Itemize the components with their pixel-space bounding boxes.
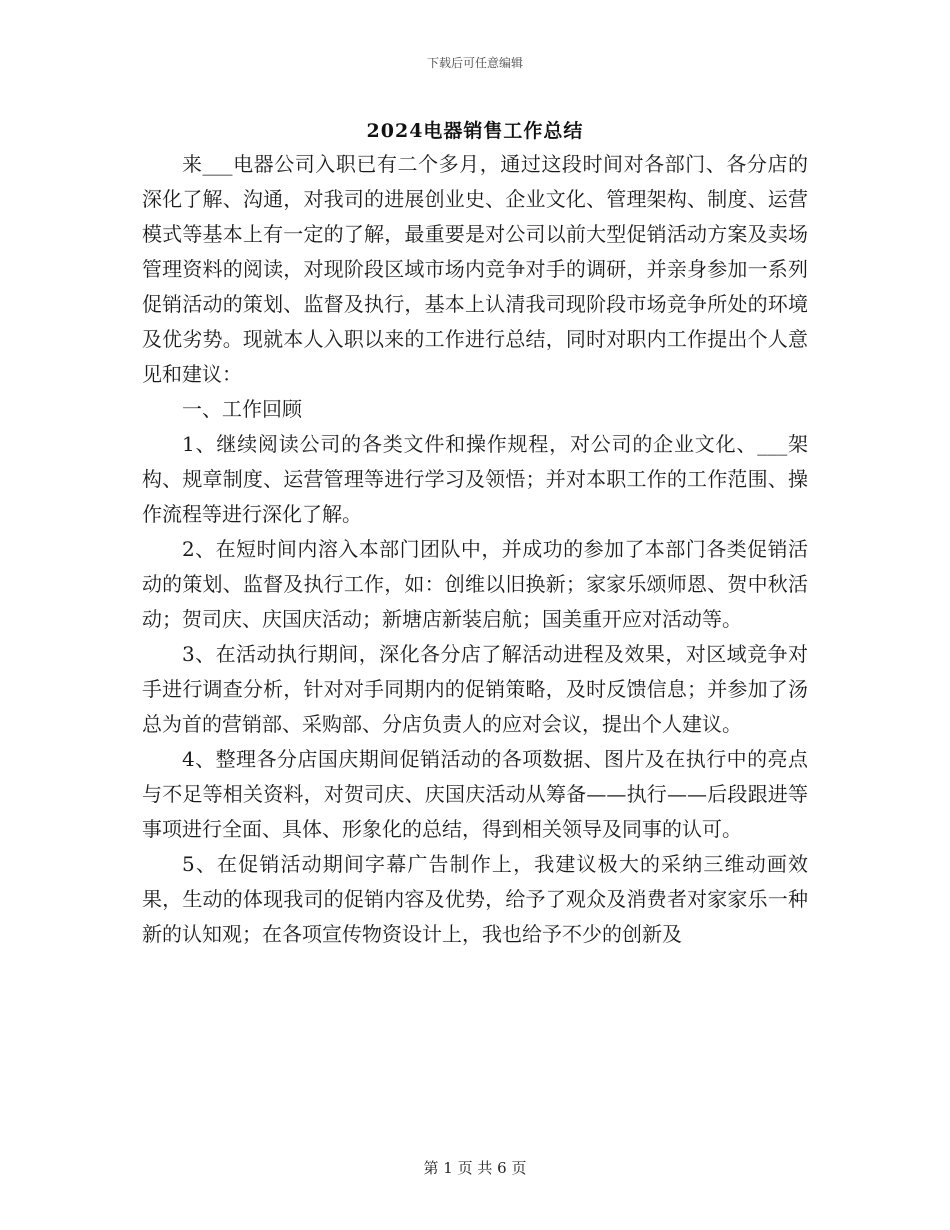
paragraph-item-5: 5、在促销活动期间字幕广告制作上，我建议极大的采纳三维动画效果，生动的体现我司的促销内容及优势，给予了观众及消费者对家家乐一种新的认知观；在各项宣传物资设计上，我也给予不少的创新及: [142, 852, 808, 946]
page-header-note: 下载后可任意编辑: [426, 56, 523, 70]
paragraph-item-4: 4、整理各分店国庆期间促销活动的各项数据、图片及在执行中的亮点与不足等相关资料，对贺司庆、庆国庆活动从筹备——执行——后段跟进等事项进行全面、具体、形象化的总结，得到相关领导及同事的认可。: [142, 747, 808, 841]
document-body: [142, 147, 808, 952]
page-number-footer: 第 1 页 共 6 页: [423, 1159, 527, 1177]
paragraph-item-2: 2、在短时间内溶入本部门团队中，并成功的参加了本部门各类促销活动的策划、监督及执行工作，如：创维以旧换新；家家乐颂师恩、贺中秋活动；贺司庆、庆国庆活动；新塘店新装启航；国美重开应对活动等。: [142, 537, 808, 631]
paragraph-item-3: 3、在活动执行期间，深化各分店了解活动进程及效果，对区域竞争对手进行调查分析，针对对手同期内的促销策略，及时反馈信息；并参加了汤总为首的营销部、采购部、分店负责人的应对会议，提出个人建议。: [142, 642, 808, 736]
document-title: 2024电器销售工作总结: [366, 120, 584, 142]
section-heading-work-review: 一、工作回顾: [182, 397, 302, 421]
paragraph-item-1: 1、继续阅读公司的各类文件和操作规程，对公司的企业文化、___架构、规章制度、运营管理等进行学习及领悟；并对本职工作的工作范围、操作流程等进行深化了解。: [142, 432, 808, 526]
paragraph-intro: 来___电器公司入职已有二个多月，通过这段时间对各部门、各分店的深化了解、沟通，对我司的进展创业史、企业文化、管理架构、制度、运营模式等基本上有一定的了解，最重要是对公司以前大型促销活动方案及卖场管理资料的阅读，对现阶段区域市场内竞争对手的调研，并亲身参加一系列促销活动的策划、监督及执行，基本上认清我司现阶段市场竞争所处的环境及优劣势。现就本人入职以来的工作进行总结，同时对职内工作提出个人意见和建议：: [142, 152, 808, 386]
